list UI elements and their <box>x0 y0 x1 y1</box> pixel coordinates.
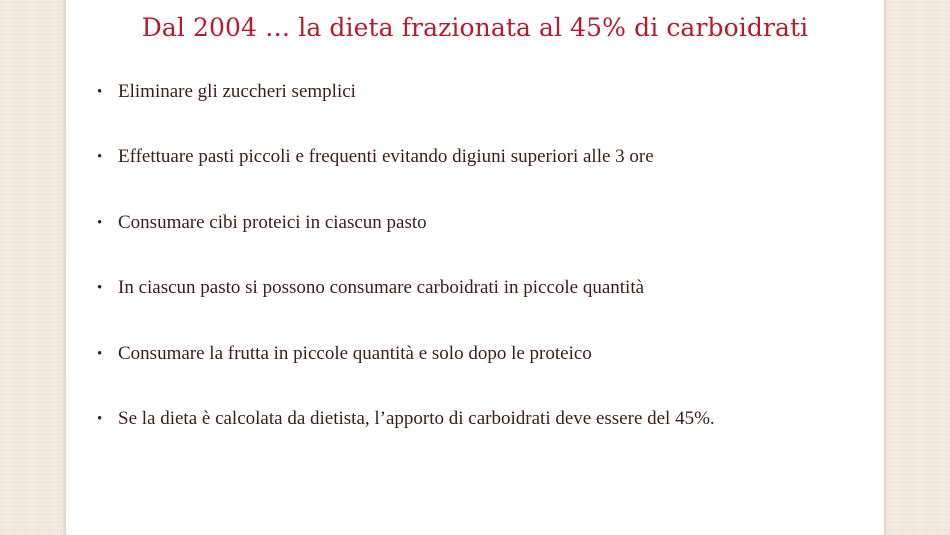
bullet-item <box>96 79 715 144</box>
bullet-dot-icon: • <box>97 410 103 427</box>
bullet-text: In ciascun pasto si possono consumare carboidrati in piccole quantità <box>118 277 645 299</box>
bullet-text: Consumare cibi proteici in ciascun pasto <box>118 211 427 233</box>
bullet-item <box>96 406 715 471</box>
bullet-dot-icon: • <box>97 280 103 297</box>
bullet-item <box>96 341 715 406</box>
bullet-text: Eliminare gli zuccheri semplici <box>118 81 356 102</box>
bullet-list <box>96 79 715 471</box>
bullet-text: Effettuare pasti piccoli e frequenti evitando digiuni superiori alle 3 ore <box>118 146 654 168</box>
slide-canvas <box>65 0 885 535</box>
bullet-dot-icon: • <box>97 84 103 100</box>
bullet-text: Se la dieta è calcolata da dietista, l’apporto di carboidrati deve essere del 45%. <box>118 407 715 429</box>
bullet-item <box>96 275 715 340</box>
slide-title: Dal 2004 … la dieta frazionata al 45% di carboidrati <box>141 13 809 42</box>
bullet-dot-icon: • <box>97 345 103 362</box>
bullet-dot-icon: • <box>97 149 103 166</box>
bullet-item <box>96 210 715 275</box>
bullet-text: Consumare la frutta in piccole quantità e solo dopo le proteico <box>118 342 592 364</box>
bullet-dot-icon: • <box>97 214 103 231</box>
bullet-item <box>96 144 715 209</box>
